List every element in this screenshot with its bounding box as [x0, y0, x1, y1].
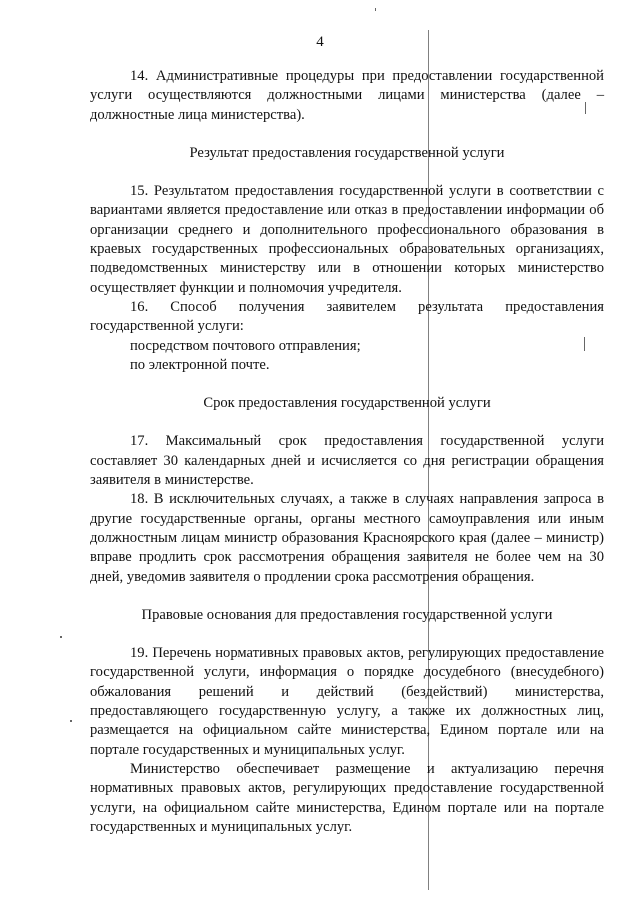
list-item-postal: посредством почтового отправления;	[130, 337, 361, 354]
paragraph-16: 16. Способ получения заявителем результата предоставления государственной услуги:	[90, 298, 604, 335]
page-number: 4	[316, 34, 324, 50]
paragraph-17: 17. Максимальный срок предоставления государственной услуги составляет 30 календарных дней и исчисляется со дня регистрации обращения заявителя в министерстве.	[90, 433, 604, 489]
paragraph-19-continued: Министерство обеспечивает размещение и актуализацию перечня нормативных правовых актов, регулирующих предоставление государственной услуги, на официальном сайте министерства, Едином портале или на портале государственных и муниципальных услуг.	[90, 760, 604, 835]
scan-speck	[70, 720, 72, 722]
paragraph-15: 15. Результатом предоставления государственной услуги в соответствии с вариантами является предоставление или отказ в предоставлении информации об организации среднего и дополнительного профессионального образования в краевых государственных профессиональных образовательных организациях, подведомственных министерству или в отношении которых министерство осуществляет функции и полномочия учредителя.	[90, 183, 604, 296]
section-heading-legal: Правовые основания для предоставления государственной услуги	[141, 606, 553, 623]
section-heading-result: Результат предоставления государственной услуги	[189, 144, 505, 161]
document-body	[90, 67, 604, 837]
scan-speck	[60, 636, 62, 638]
list-item-email: по электронной почте.	[130, 356, 270, 373]
section-heading-term: Срок предоставления государственной услуги	[203, 395, 491, 412]
paragraph-19: 19. Перечень нормативных правовых актов, регулирующих предоставление государственной услуги, информация о порядке досудебного (внесудебного) обжалования решений и действий (бездействий) министерства, предоставляющего государственную услугу, а также их должностных лиц, размещается на официальном сайте министерства, Едином портале или на портале государственных и муниципальных услуг.	[90, 645, 604, 758]
paragraph-18: 18. В исключительных случаях, а также в случаях направления запроса в другие государственные органы, органы местного самоуправления или иным должностным лицам министр образования Красноярского края (далее – министр) вправе продлить срок рассмотрения обращения заявителя не более чем на 30 дней, уведомив заявителя о продлении срока рассмотрения обращения.	[90, 491, 604, 585]
scan-speck	[375, 8, 376, 11]
paragraph-14: 14. Административные процедуры при предоставлении государственной услуги осуществляются должностными лицами министерства (далее – должностные лица министерства).	[90, 68, 604, 123]
